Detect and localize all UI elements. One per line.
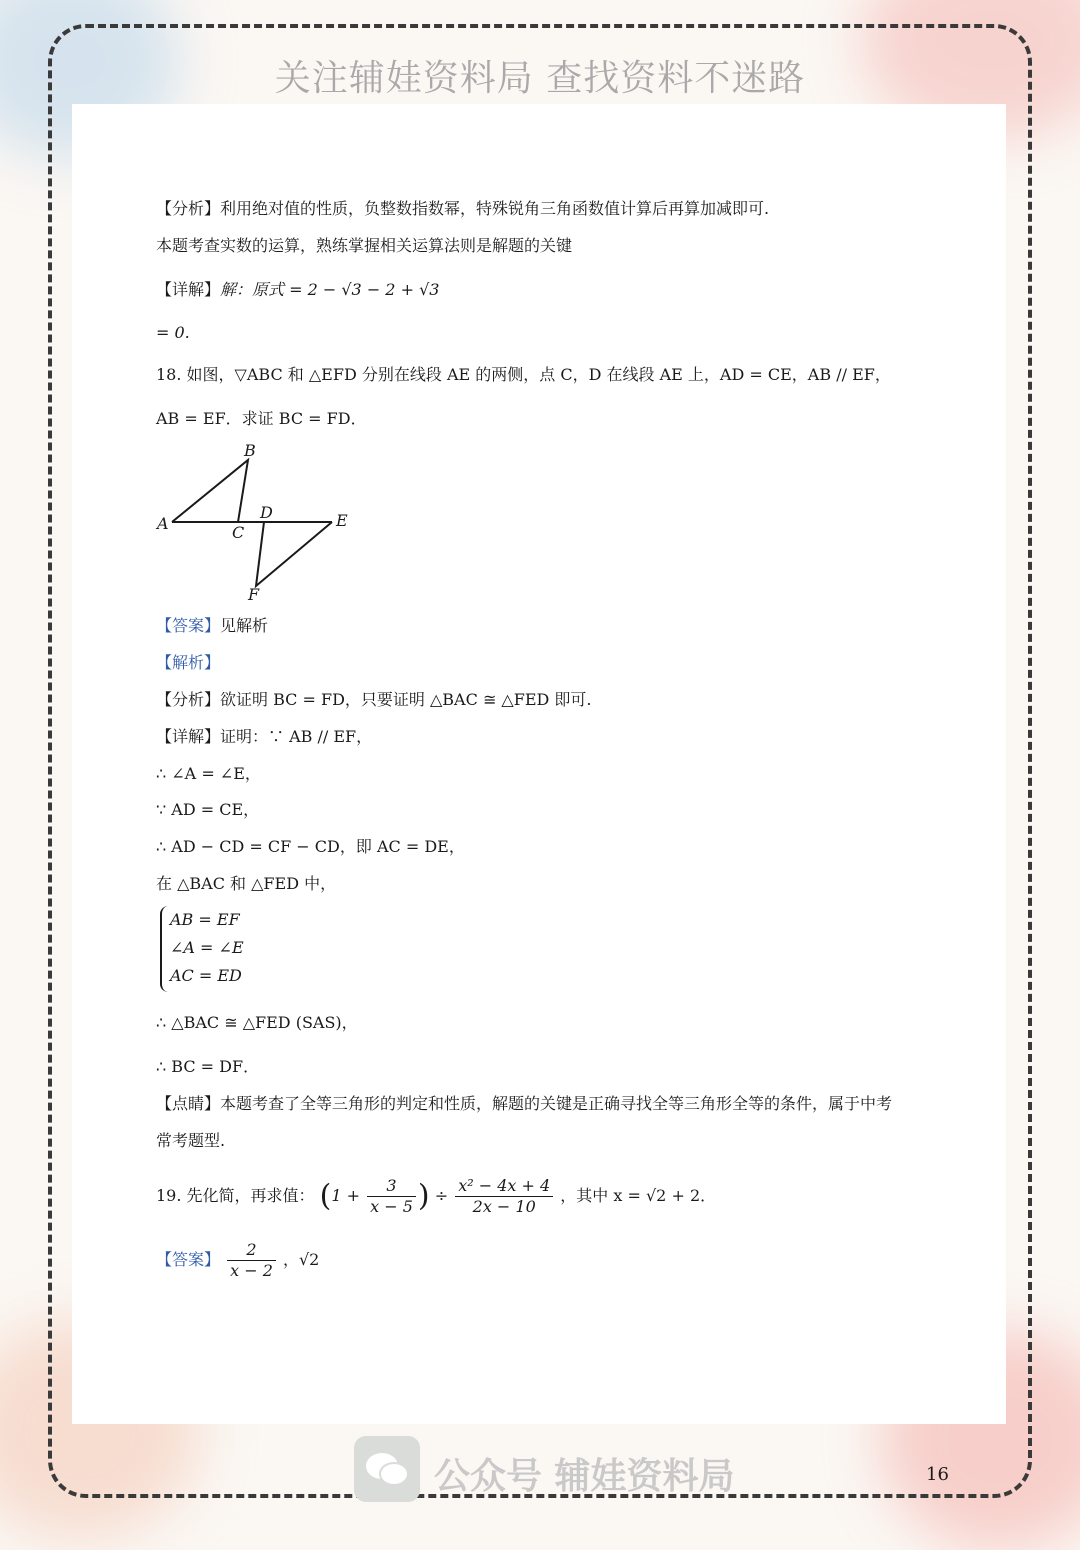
review-tag: 【点睛】 — [156, 1094, 221, 1113]
analysis-tag: 【分析】 — [156, 199, 221, 218]
label-c: C — [232, 523, 245, 542]
q18-step2: ∵ AD = CE， — [156, 800, 260, 819]
wechat-icon — [354, 1436, 420, 1502]
detail-text: 证明：∵ AB // EF， — [220, 727, 373, 746]
page-number: 16 — [926, 1464, 949, 1485]
system-line: ∠A = ∠E — [170, 938, 244, 957]
q18-question-line2: AB = EF．求证 BC = FD． — [156, 409, 367, 428]
detail-text: 解：原式 = 2 − √3 − 2 + √3 — [220, 280, 440, 299]
div-sign: ÷ — [434, 1186, 449, 1205]
answer-value: ，√2 — [282, 1250, 320, 1269]
footer-brand — [354, 1436, 754, 1508]
q18-question-line1: 18. 如图，▽ABC 和 △EFD 分别在线段 AE 的两侧，点 C，D 在线段 AE 上，AD = CE，AB // EF， — [156, 365, 891, 384]
detail-tag: 【详解】 — [156, 280, 221, 299]
q18-analysis — [156, 689, 592, 711]
footer-brand-text: 公众号 辅娃资料局 — [434, 1456, 735, 1497]
answer-tag: 【答案】 — [156, 1250, 221, 1269]
system-line: AC = ED — [170, 966, 242, 985]
label-b: B — [244, 441, 256, 460]
system-line: AB = EF — [170, 910, 240, 929]
review-text: 本题考查了全等三角形的判定和性质，解题的关键是正确寻找全等三角形全等的条件，属于中考 — [220, 1094, 893, 1113]
answer-fraction: $\frac{2}{x - 2}$ — [227, 1240, 276, 1281]
q18-step1: ∴ ∠A = ∠E， — [156, 764, 261, 783]
analysis-tag: 【分析】 — [156, 690, 221, 709]
analysis-text: 欲证明 BC = FD，只要证明 △BAC ≅ △FED 即可. — [220, 690, 592, 709]
q19-question — [156, 1172, 716, 1221]
congruence-system — [160, 906, 244, 992]
answer-tag: 【答案】 — [156, 616, 221, 635]
q17-result: = 0. — [156, 323, 190, 342]
triangle-abc — [172, 460, 248, 522]
paren-open: ( — [319, 1178, 332, 1214]
label-a: A — [157, 514, 169, 533]
q19-answer — [156, 1236, 319, 1284]
fraction-3-over-x-minus-5: $\frac{3}{x - 5}$ — [367, 1176, 416, 1217]
header-title: 关注辅娃资料局 查找资料不迷路 — [274, 58, 806, 99]
q18-answer — [156, 615, 268, 637]
q18-review-cont: 常考题型. — [156, 1131, 226, 1150]
detail-tag: 【详解】 — [156, 727, 221, 746]
q18-step3: ∴ AD − CD = CF − CD，即 AC = DE， — [156, 837, 465, 856]
q19-condition: ，其中 x = √2 + 2． — [560, 1186, 717, 1205]
q19-prefix: 19. 先化简，再求值： — [156, 1186, 315, 1205]
q18-explain-tag: 【解析】 — [156, 653, 221, 672]
q18-geometry-figure — [150, 438, 360, 608]
label-e: E — [336, 511, 348, 530]
q18-detail — [156, 726, 372, 748]
q17-detail — [156, 279, 439, 301]
paren-close: ) — [417, 1178, 430, 1214]
answer-text: 见解析 — [220, 616, 269, 635]
q18-step6: ∴ BC = DF． — [156, 1057, 260, 1076]
q18-step4: 在 △BAC 和 △FED 中， — [156, 874, 337, 893]
q17-analysis — [156, 198, 769, 220]
triangle-efd — [256, 522, 332, 586]
analysis-text: 利用绝对值的性质，负整数指数幂，特殊锐角三角函数值计算后再算加减即可. — [220, 199, 770, 218]
fraction-quadratic: $\frac{\text{x² − 4x + 4}}{2x - 10}$ — [455, 1176, 553, 1217]
label-d: D — [260, 503, 273, 522]
expr-one-plus: 1 + — [331, 1186, 361, 1205]
label-f: F — [248, 585, 260, 604]
q18-step5: ∴ △BAC ≅ △FED (SAS)， — [156, 1013, 358, 1032]
q18-review — [156, 1093, 892, 1115]
q17-summary: 本题考查实数的运算，熟练掌握相关运算法则是解题的关键 — [156, 236, 573, 255]
